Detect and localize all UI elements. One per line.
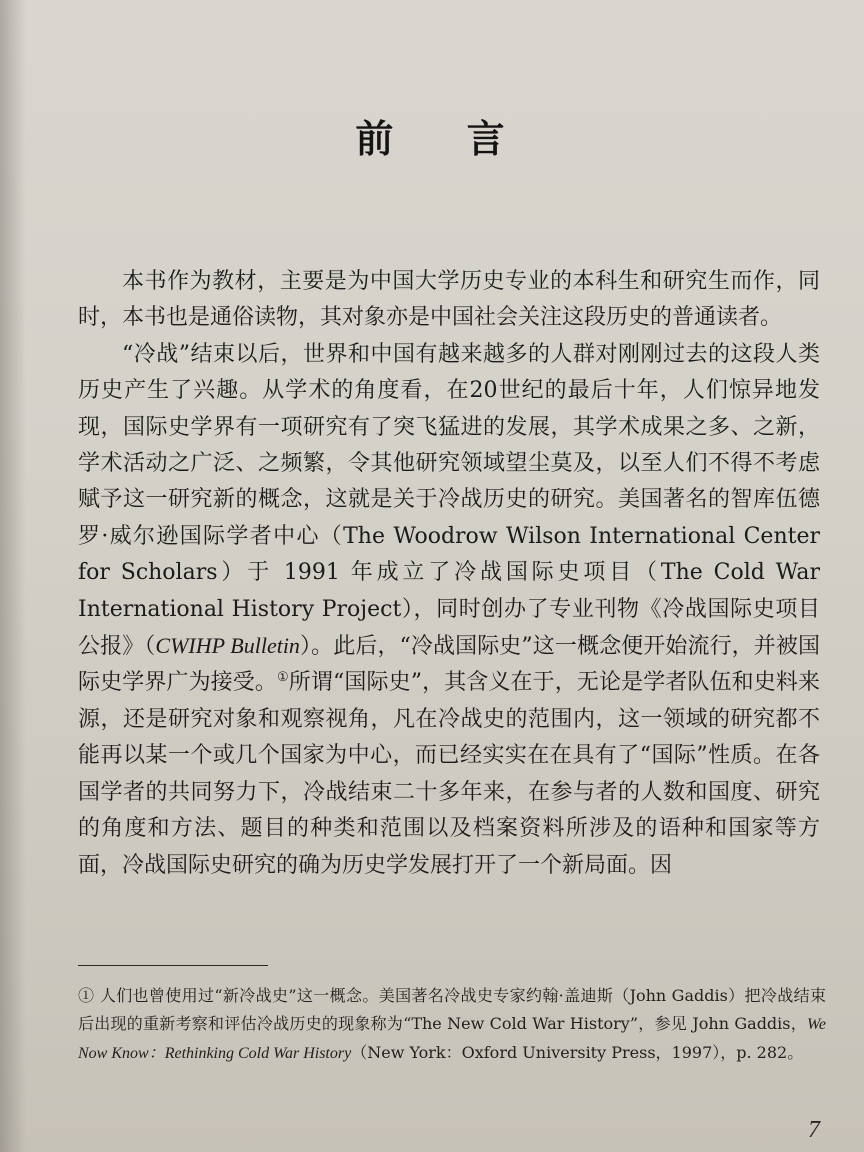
paragraph-2-text-a: “冷战”结束以后，世界和中国有越来越多的人群对刚刚过去的这段人类历史产生了兴趣。从学术的角度看，在20世纪的最后十年，人们惊异地发现，国际史学界有一项研究有了突飞猛进的发展，其学术成果之多、之新，学术活动之广泛、之频繁，令其他研究领域望尘莫及，以至人们不得不考虑赋予这一研究新的概念，这就是关于冷战历史的研究。美国著名的智库伍德罗·威尔逊国际学者中心（The Woodrow Wilson International Center for Scholars）于 1991 年成立了冷战国际史项目（The Cold War International History Project），同时创办了专业刊物《冷战国际史项目公报》（ xyxy=(78,341,820,660)
footnote-text-b: （New York：Oxford University Press，1997），p. 282。 xyxy=(351,1043,804,1062)
footnote-book-title: We Now Know：Rethinking Cold War History xyxy=(78,1016,826,1062)
footnote-reference[interactable]: ① xyxy=(277,670,289,686)
paragraph-2-text-c: 所谓“国际史”，其含义在于，无论是学者队伍和史料来源，还是研究对象和观察视角，凡在冷战史的范围内，这一领域的研究都不能再以某一个或几个国家为中心，而已经实实在在具有了“国际”性质。在各国学者的共同努力下，冷战结束二十多年来，在参与者的人数和国度、研究的角度和方法、题目的种类和范围以及档案资料所涉及的语种和国家等方面，冷战国际史研究的确为历史学发展打开了一个新局面。因 xyxy=(78,670,820,878)
footnote-marker: ① xyxy=(78,986,95,1005)
page-number: 7 xyxy=(808,1117,820,1143)
bulletin-title: CWIHP Bulletin xyxy=(155,633,300,659)
footnote-text-a: 人们也曾使用过“新冷战史”这一概念。美国著名冷战史专家约翰·盖迪斯（John Gaddis）把冷战结束后出现的重新考察和评估冷战历史的现象称为“The New Cold War History”，参见 John Gaddis， xyxy=(78,986,826,1033)
main-text xyxy=(78,264,820,884)
chapter-title: 前 言 xyxy=(355,117,535,161)
binding-shadow xyxy=(0,0,26,1152)
footnote xyxy=(78,982,826,1068)
footnote-divider xyxy=(78,965,268,966)
paragraph-1: 本书作为教材，主要是为中国大学历史专业的本科生和研究生而作，同时，本书也是通俗读物，其对象亦是中国社会关注这段历史的普通读者。 xyxy=(78,269,820,331)
paragraph-2 xyxy=(78,337,820,884)
paragraph-2-text-b: ）。此后，“冷战国际史”这一概念便开始流行，并被国际史学界广为接受。 xyxy=(78,634,820,696)
